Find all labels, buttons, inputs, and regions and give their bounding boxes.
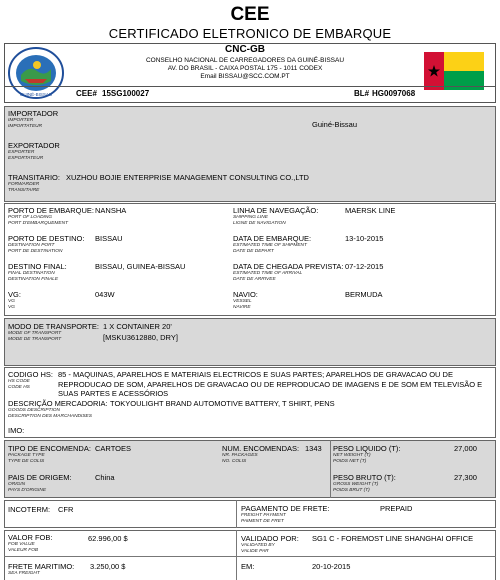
- transport-sub2: MODE DE TRANSPORT: [8, 337, 62, 342]
- forwarder-label: TRANSITARIO:: [8, 173, 60, 182]
- port-loading-label: PORTO DE EMBARQUE:: [8, 206, 94, 215]
- parties-section: [4, 106, 496, 202]
- freight-payment-sub2: PAIMENT DE FRET: [241, 519, 284, 524]
- transport-label: MODO DE TRANSPORTE:: [8, 322, 99, 331]
- port-dest-sub2: PORT DE DESTINATION: [8, 249, 63, 254]
- hs-code-sub1: HS CODE: [8, 379, 30, 384]
- incoterm-value: CFR: [58, 505, 74, 514]
- bl-label: BL#: [354, 89, 370, 98]
- importer-label: IMPORTADOR: [8, 109, 59, 118]
- packages-divider: [330, 440, 331, 498]
- transport-sub1: MODE OF TRANSPORT: [8, 331, 62, 336]
- package-type-sub1: PACKAGE TYPE: [8, 453, 45, 458]
- vg-label: VG:: [8, 290, 21, 299]
- port-loading-value: NANSHA: [95, 206, 127, 215]
- sea-freight-value: 3.250,00 $: [90, 562, 126, 571]
- net-weight-value: 27,000: [454, 444, 477, 453]
- gross-weight-label: PESO BRUTO (T):: [333, 473, 396, 482]
- values-row-divider: [4, 556, 496, 557]
- freight-payment-sub1: FREIGHT PAYMENT: [241, 513, 286, 518]
- final-dest-label: DESTINO FINAL:: [8, 262, 67, 271]
- fob-label: VALOR FOB:: [8, 533, 53, 542]
- freight-payment-label: PAGAMENTO DE FRETE:: [241, 504, 330, 513]
- net-weight-sub1: NET WEIGHT (T): [333, 453, 371, 458]
- gross-weight-sub1: GROSS WEIGHT (T): [333, 482, 379, 487]
- ship-date-value: 13-10-2015: [345, 234, 384, 243]
- imo-label: IMO:: [8, 426, 25, 435]
- origin-sub1: ORIGIN: [8, 482, 26, 487]
- incoterm-label: INCOTERM:: [8, 505, 51, 514]
- logo-caption: GUINÉ-BISSAU: [19, 92, 53, 97]
- gross-weight-value: 27,300: [454, 473, 477, 482]
- sea-freight-label: FRETE MARITIMO:: [8, 562, 75, 571]
- fob-value: 62.996,00 $: [88, 534, 128, 543]
- vg-sub1: VG: [8, 299, 15, 304]
- goods-desc-sub2: DESCRIPTION DES MARCHANDISES: [8, 414, 92, 419]
- arrival-value: 07-12-2015: [345, 262, 384, 271]
- validated-value: SG1 C - FOREMOST LINE SHANGHAI OFFICE: [312, 534, 474, 543]
- net-weight-sub2: POIDS NET (T): [333, 459, 367, 464]
- forwarder-value: XUZHOU BOJIE ENTERPRISE MANAGEMENT CONSULTING CO.,LTD: [66, 173, 309, 182]
- cee-number: 15SG100027: [102, 89, 150, 98]
- shipping-line-sub1: SHIPPING LINE: [233, 215, 268, 220]
- exporter-label: EXPORTADOR: [8, 141, 60, 150]
- origin-sub2: PAYS D'ORIGINE: [8, 488, 47, 493]
- final-dest-sub2: DESTINATION FINALE: [8, 277, 59, 282]
- transport-value-1: 1 X CONTAINER 20': [103, 322, 172, 331]
- port-loading-sub1: PORT OF LOADING: [8, 215, 53, 220]
- package-count-sub2: NO. COLIS: [222, 459, 247, 464]
- validated-label: VALIDADO POR:: [241, 534, 299, 543]
- port-loading-sub2: PORT D'EMBARQUEMENT: [8, 221, 68, 226]
- vg-value: 043W: [95, 290, 115, 299]
- goods-desc-value: TOKYOULIGHT BRAND AUTOMOTIVE BATTERY, T SHIRT, PENS: [110, 399, 335, 408]
- hs-code-label: CODIGO HS:: [8, 370, 54, 379]
- arrival-sub1: ESTIMATED TIME OF ARRIVAL: [233, 271, 303, 276]
- vessel-sub2: NAVIRE: [233, 305, 251, 310]
- document-title: CEE: [230, 4, 270, 25]
- importer-sub1: IMPORTER: [8, 118, 34, 123]
- goods-desc-sub1: GOODS DESCRIPTION: [8, 408, 60, 413]
- goods-desc-label: DESCRIÇÃO MERCADORIA:: [8, 399, 108, 408]
- shipping-line-sub2: LIGNE DE NAVIGATION: [233, 221, 286, 226]
- em-label: EM:: [241, 562, 255, 571]
- org-name: CONSELHO NACIONAL DE CARREGADORES DA GUINÉ-BISSAU: [145, 57, 345, 64]
- package-count-value: 1343: [305, 444, 322, 453]
- hs-code-value: 85 - MAQUINAS, APARELHOS E MATERIAIS ELECTRICOS E SUAS PARTES; APARELHOS DE GRAVACAO OU DE REPRODUCAO DE SOM, APARELHOS DE GRAVACAO OU DE REPRODUCAO DE IMAGENS E DE SOM EM TELEVISÃO E SUAS PARTES E ACESSÓRIOS: [58, 370, 483, 398]
- package-count-sub1: NR. PACKAGES: [222, 453, 258, 458]
- freight-payment-value: PREPAID: [380, 504, 413, 513]
- final-dest-value: BISSAU, GUINEA-BISSAU: [95, 262, 186, 271]
- port-dest-value: BISSAU: [95, 234, 123, 243]
- shipping-line-value: MAERSK LINE: [345, 206, 396, 215]
- origin-label: PAIS DE ORIGEM:: [8, 473, 72, 482]
- port-dest-label: PORTO DE DESTINO:: [8, 234, 85, 243]
- exporter-sub1: EXPORTER: [8, 150, 35, 155]
- vessel-sub1: VESSEL: [233, 299, 252, 304]
- exporter-sub2: EXPORTATEUR: [8, 156, 44, 161]
- fob-sub1: FOB VALUE: [8, 542, 35, 547]
- bl-number: HG0097068: [372, 89, 416, 98]
- values-divider: [236, 530, 237, 580]
- package-count-label: NUM. ENCOMENDAS:: [222, 444, 300, 453]
- hs-code-sub2: CODE HS: [8, 385, 30, 390]
- document-subtitle: CERTIFICADO ELETRONICO DE EMBARQUE: [108, 26, 392, 41]
- origin-value: China: [95, 473, 115, 482]
- org-address: AV. DO BRASIL - CAIXA POSTAL 175 - 1011 CODEX: [167, 65, 323, 72]
- guinea-bissau-flag: [424, 52, 484, 90]
- arrival-sub2: DATE DE ARRIVEE: [233, 277, 276, 282]
- vg-sub2: VG: [8, 305, 15, 310]
- gross-weight-sub2: POIDS BRUT (T): [333, 488, 370, 493]
- vessel-label: NAVIO:: [233, 290, 258, 299]
- validated-sub2: VALIDE PAR: [241, 549, 269, 554]
- org-email[interactable]: Email BISSAU@SCC.COM.PT: [200, 73, 290, 80]
- terms-divider: [236, 500, 237, 528]
- net-weight-label: PESO LIQUIDO (T):: [333, 444, 401, 453]
- validated-sub1: VALIDATED BY: [241, 543, 275, 548]
- org-code: CNC-GB: [225, 44, 265, 55]
- arrival-label: DATA DE CHEGADA PREVISTA:: [233, 262, 344, 271]
- transport-value-2: [MSKU3612880, DRY]: [103, 333, 178, 342]
- final-dest-sub1: FINAL DESTINATION: [8, 271, 55, 276]
- ship-date-sub2: DATE DE DEPART: [233, 249, 274, 254]
- sea-freight-sub1: SEA FREIGHT: [8, 571, 40, 576]
- em-value: 20-10-2015: [312, 562, 351, 571]
- cee-label: CEE#: [76, 89, 97, 98]
- forwarder-sub2: TRANSITAIRE: [8, 188, 40, 193]
- ship-date-label: DATA DE EMBARQUE:: [233, 234, 312, 243]
- package-type-sub2: TYPE DE COLIS: [8, 459, 45, 464]
- forwarder-sub1: FORWARDER: [8, 182, 40, 187]
- importer-value: Guiné-Bissau: [312, 120, 358, 129]
- fob-sub2: VALEUR FOB: [8, 548, 39, 553]
- vessel-value: BERMUDA: [345, 290, 383, 299]
- package-type-label: TIPO DE ENCOMENDA:: [8, 444, 91, 453]
- package-type-value: CARTOES: [95, 444, 131, 453]
- port-dest-sub1: DESTINATION PORT: [8, 243, 55, 248]
- ship-date-sub1: ESTIMATED TIME OF SHIPMENT: [233, 243, 307, 248]
- shipping-line-label: LINHA DE NAVEGAÇÃO:: [233, 206, 319, 215]
- importer-sub2: IMPORTATEUR: [8, 124, 43, 129]
